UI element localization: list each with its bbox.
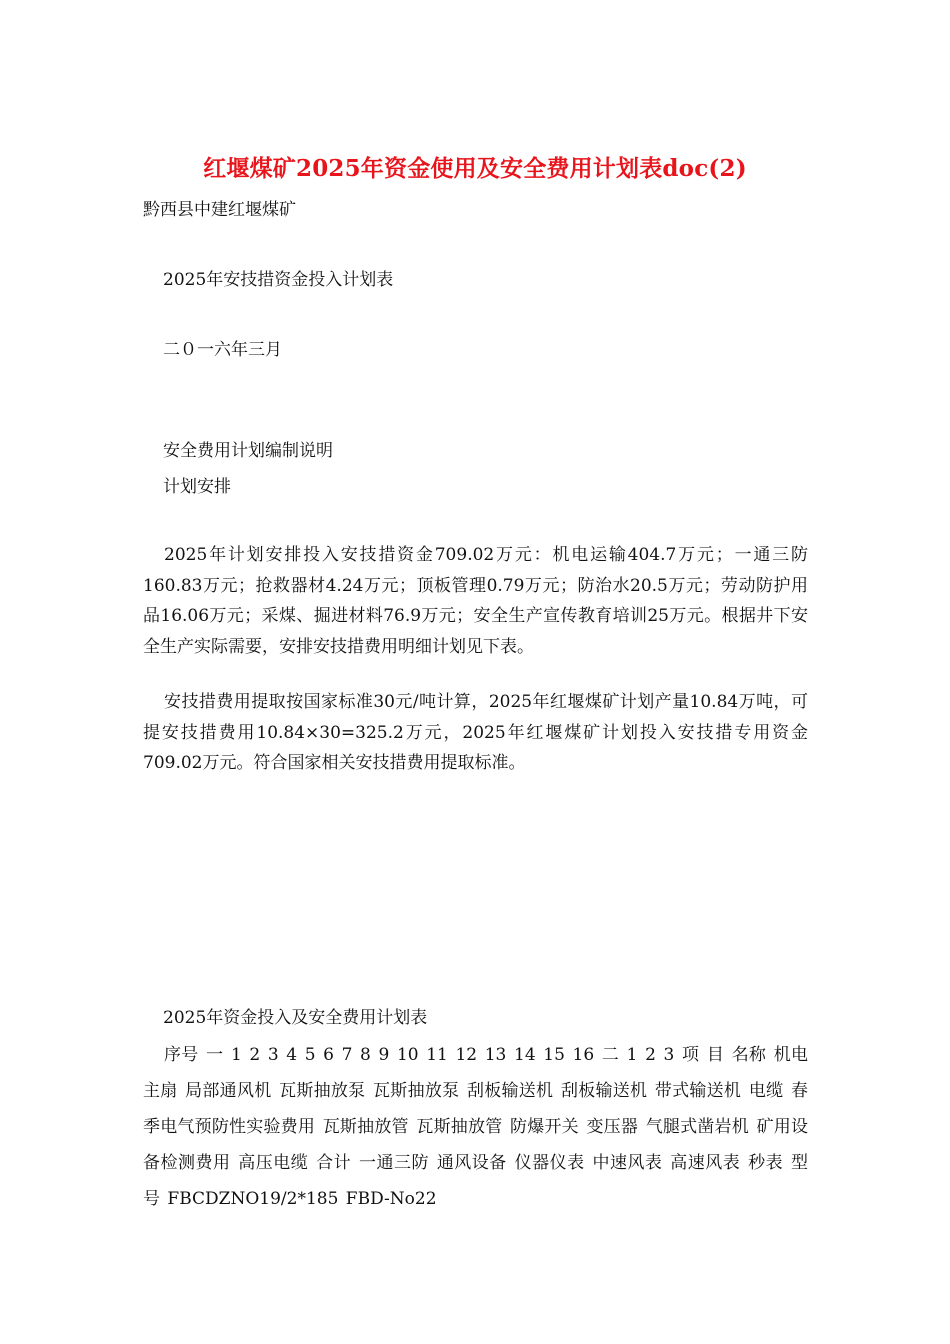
paragraph-fee-standard: 安技措费用提取按国家标准30元/吨计算，2025年红堰煤矿计划产量10.84万吨，可提安技措费用10.84×30=325.2万元，2025年红堰煤矿计划投入安技措专用资金709.02万元。符合国家相关安技措费用提取标准。 (143, 692, 808, 773)
table-title: 2025年资金投入及安全费用计划表 (163, 1008, 428, 1028)
document-date: 二０一六年三月 (163, 340, 282, 360)
paragraph-funding-plan: 2025年计划安排投入安技措资金709.02万元：机电运输404.7万元；一通三防160.83万元；抢救器材4.24万元；顶板管理0.79万元；防治水20.5万元；劳动防护用品16.06万元；采煤、掘进材料76.9万元；安全生产宣传教育培训25万元。根据井下安全生产实际需要，安排安技措费用明细计划见下表。 (143, 545, 808, 657)
plan-title: 2025年安技措资金投入计划表 (163, 270, 394, 290)
section-heading: 安全费用计划编制说明 (163, 441, 333, 461)
company-name: 黔西县中建红堰煤矿 (143, 200, 296, 220)
document-title: 红堰煤矿2025年资金使用及安全费用计划表doc(2) (203, 155, 747, 182)
table-content-text: 序号 一 1 2 3 4 5 6 7 8 9 10 11 12 13 14 15 16 二 1 2 3 项 目 名称 机电 主扇 局部通风机 瓦斯抽放泵 瓦斯抽放泵 刮板输送机 刮板输送机 带式输送机 电缆 春季电气预防性实验费用 瓦斯抽放管 瓦斯抽放管 防爆开关 变压器 气腿式凿岩机 矿用设备检测费用 高压电缆 合计 一通三防 通风设备 仪器仪表 中速风表 高速风表 秒表 型 号 FBCDZNO19/2*185 FBD-No22 (143, 1045, 808, 1209)
subsection-heading: 计划安排 (163, 477, 231, 497)
